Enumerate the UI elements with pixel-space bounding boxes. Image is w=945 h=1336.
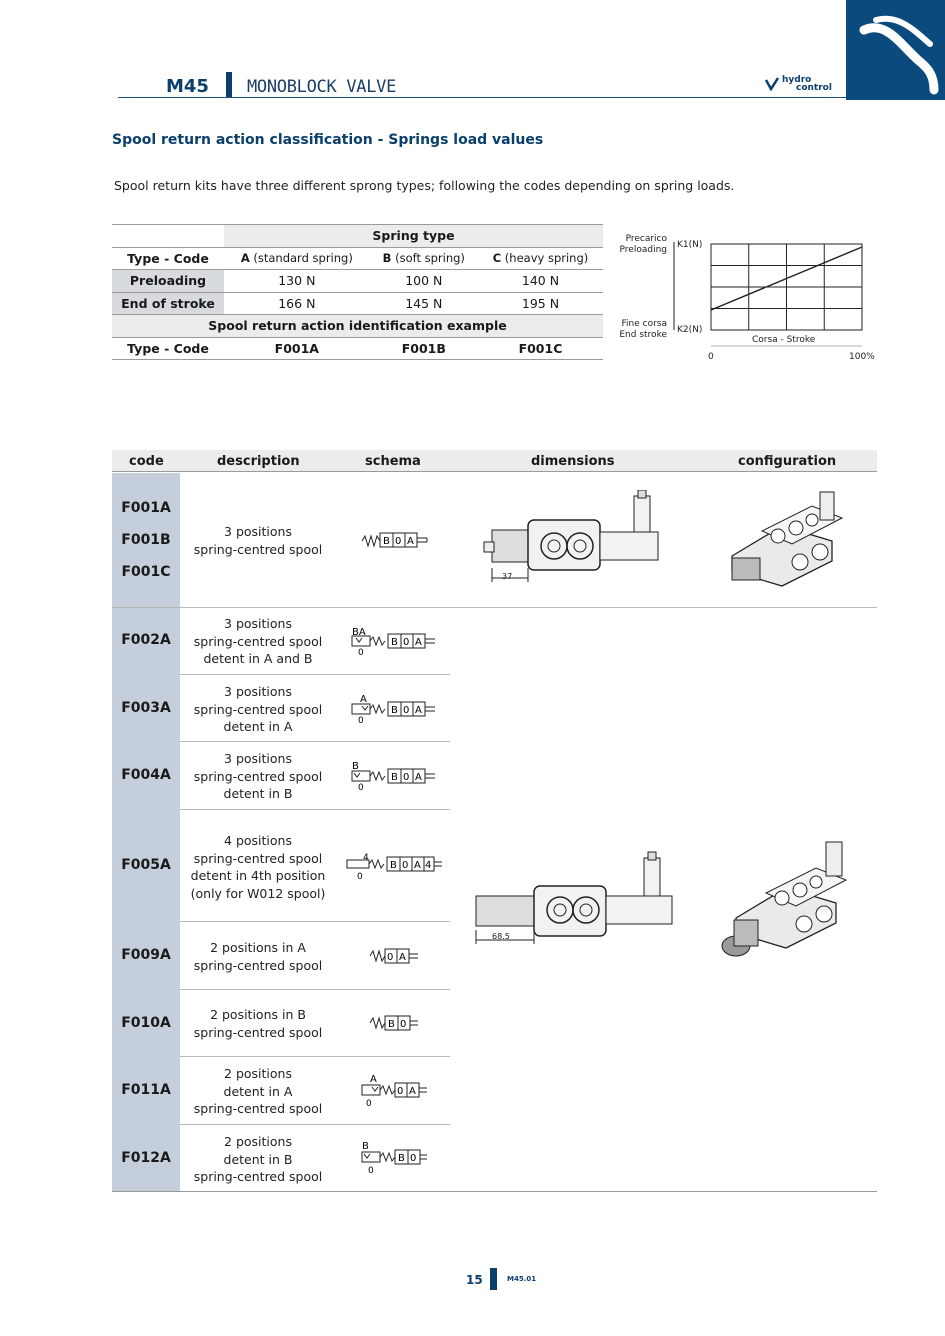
svg-text:BA: BA (352, 627, 366, 638)
svg-text:B: B (390, 860, 397, 871)
row-code-f010a: F010A (121, 1015, 171, 1031)
row-code-f004a: F004A (121, 767, 171, 783)
svg-text:0: 0 (400, 1019, 407, 1030)
chart-preloading: Preloading (619, 245, 667, 255)
row-divider (180, 1124, 450, 1125)
schema-f003a (350, 692, 440, 724)
col-code: code (129, 454, 164, 469)
desc-line: (only for W012 spool) (190, 885, 326, 901)
desc-line: spring-centred spool (193, 633, 323, 649)
col-dimensions: dimensions (531, 454, 615, 469)
page-reference: M45.01 (507, 1275, 537, 1283)
svg-text:0: 0 (403, 772, 410, 783)
example-code-c: F001C (518, 340, 563, 356)
desc-line: 3 positions (224, 616, 292, 631)
row-desc-f005a (182, 832, 334, 902)
svg-text:B: B (388, 1019, 395, 1030)
svg-text:B: B (391, 637, 398, 648)
configuration-drawing-2 (716, 838, 856, 962)
svg-text:0: 0 (403, 705, 410, 716)
header-bar (226, 72, 232, 98)
example-type-code-label: Type - Code (127, 340, 209, 356)
spring-load-chart (612, 230, 882, 365)
spring-type-title: Spring type (224, 225, 603, 248)
svg-text:A: A (415, 637, 422, 648)
svg-text:A: A (415, 772, 422, 783)
row-code-f001c: F001C (121, 564, 171, 580)
end-stroke-b: 145 N (405, 295, 443, 311)
footer-bar (490, 1268, 497, 1290)
row-divider (180, 741, 450, 742)
row-code-f012a: F012A (121, 1150, 171, 1166)
desc-line: 3 positions (224, 751, 292, 766)
type-desc-c: (heavy spring) (504, 251, 589, 266)
schema-f011a (360, 1072, 430, 1108)
desc-line: detent in B (223, 1151, 293, 1167)
table-bottom-rule (112, 1191, 877, 1192)
schema-f005a (345, 850, 445, 882)
chart-k1: K1(N) (677, 240, 703, 250)
row-code-f002a: F002A (121, 632, 171, 648)
svg-text:B: B (398, 1153, 405, 1164)
row-desc-f003a (182, 683, 334, 736)
row-divider (180, 1056, 450, 1057)
type-desc-b: (soft spring) (395, 251, 465, 266)
desc-line: 3 positions (224, 524, 292, 539)
configuration-drawing-1 (722, 486, 852, 592)
desc-line: spring-centred spool (193, 541, 323, 557)
row-divider (180, 809, 450, 810)
svg-text:A: A (370, 1074, 377, 1085)
desc-line: spring-centred spool (193, 1024, 323, 1040)
svg-text:B: B (383, 536, 390, 547)
desc-line: spring-centred spool (193, 701, 323, 717)
spring-type-table (112, 224, 603, 360)
desc-line: 2 positions (224, 1066, 292, 1081)
chart-x-start: 0 (708, 352, 714, 362)
logo-check-icon (765, 77, 779, 91)
example-title: Spool return action identification example (112, 315, 603, 338)
chart-x-end: 100% (849, 352, 875, 362)
chart-end-stroke: End stroke (619, 330, 667, 340)
svg-text:A: A (399, 952, 406, 963)
chart-fine-corsa: Fine corsa (621, 319, 667, 329)
svg-text:0: 0 (410, 1153, 417, 1164)
schema-f001 (360, 531, 430, 549)
desc-line: detent in 4th position (190, 868, 326, 883)
col-schema: schema (365, 454, 421, 469)
svg-text:A: A (409, 1086, 416, 1097)
type-letter-c: C (492, 251, 502, 266)
row-desc-f001 (182, 523, 334, 558)
svg-text:A: A (407, 536, 414, 547)
svg-text:B: B (362, 1141, 369, 1152)
col-configuration: configuration (738, 454, 837, 469)
main-table-header (112, 450, 877, 472)
chart-grid (612, 230, 882, 365)
desc-line: 3 positions (224, 684, 292, 699)
end-stroke-c: 195 N (521, 295, 560, 311)
svg-text:0: 0 (357, 872, 363, 882)
end-stroke-label: End of stroke (112, 292, 224, 315)
type-letter-a: A (240, 251, 250, 266)
preloading-a: 130 N (278, 273, 316, 289)
row-code-f005a: F005A (121, 857, 171, 873)
schema-f009a (368, 946, 428, 966)
svg-text:0: 0 (402, 860, 409, 871)
row-code-f003a: F003A (121, 700, 171, 716)
brand-logo-block (846, 0, 945, 100)
dim-68-5: 68.5 (492, 932, 510, 941)
desc-line: 4 positions (224, 833, 292, 848)
preloading-b: 100 N (405, 273, 443, 289)
desc-line: spring-centred spool (193, 1101, 323, 1116)
page-number: 15 (466, 1273, 483, 1287)
row-divider (180, 989, 450, 990)
schema-f004a (350, 759, 440, 791)
desc-line: detent in B (223, 786, 293, 801)
desc-line: spring-centred spool (193, 957, 323, 973)
row-desc-f011a (182, 1065, 334, 1118)
logo-line-1: hydro (782, 75, 812, 85)
row-code-f009a: F009A (121, 947, 171, 963)
example-code-b: F001B (401, 340, 446, 356)
desc-line: 2 positions in A (210, 940, 306, 955)
desc-line: 2 positions in B (210, 1007, 306, 1022)
desc-line: detent in A (223, 719, 293, 734)
logo-line-2: control (796, 83, 832, 93)
row-divider (112, 607, 877, 608)
svg-text:A: A (360, 694, 367, 705)
svg-text:B: B (391, 705, 398, 716)
svg-text:B: B (352, 761, 359, 772)
svg-text:0: 0 (366, 1099, 372, 1108)
col-description: description (217, 454, 300, 469)
model-code: M45 (166, 76, 209, 97)
svg-text:0: 0 (395, 536, 402, 547)
hydrocontrol-logo (765, 76, 832, 92)
preloading-c: 140 N (521, 273, 560, 289)
svg-text:A: A (414, 860, 421, 871)
type-code-label: Type - Code (127, 250, 209, 266)
row-code-f011a: F011A (121, 1082, 171, 1098)
svg-text:0: 0 (358, 783, 364, 791)
row-divider (180, 674, 450, 675)
desc-line: 2 positions (224, 1134, 292, 1149)
wave-logo-icon (846, 0, 945, 100)
chart-precarico: Precarico (625, 234, 667, 244)
svg-text:4: 4 (425, 860, 432, 871)
row-desc-f004a (182, 750, 334, 803)
header-rule (118, 97, 846, 98)
chart-k2: K2(N) (677, 325, 703, 335)
schema-f002a (350, 624, 440, 656)
svg-text:0: 0 (368, 1166, 374, 1175)
svg-text:0: 0 (403, 637, 410, 648)
svg-text:0: 0 (397, 1086, 404, 1097)
schema-f012a (360, 1139, 430, 1175)
dim-37: 37 (502, 572, 513, 581)
desc-line: spring-centred spool (193, 1169, 323, 1184)
row-code-f001b: F001B (121, 532, 171, 548)
preloading-label: Preloading (112, 270, 224, 293)
end-stroke-a: 166 N (278, 295, 316, 311)
desc-line: detent in A and B (203, 651, 313, 666)
intro-text: Spool return kits have three different sprong types; following the codes depending on spring loads. (114, 178, 735, 193)
type-desc-a: (standard spring) (253, 251, 353, 266)
svg-text:B: B (391, 772, 398, 783)
row-desc-f010a (182, 1006, 334, 1041)
row-divider (180, 921, 450, 922)
section-title: Spool return action classification - Springs load values (112, 132, 544, 148)
svg-text:0: 0 (358, 716, 364, 724)
svg-text:0: 0 (358, 648, 364, 656)
example-code-a: F001A (274, 340, 319, 356)
row-desc-f012a (182, 1133, 334, 1186)
desc-line: detent in A (223, 1083, 293, 1099)
schema-f010a (368, 1013, 428, 1033)
desc-line: spring-centred spool (193, 768, 323, 784)
svg-text:4: 4 (363, 853, 369, 863)
desc-line: spring-centred spool (193, 850, 323, 866)
type-letter-b: B (382, 251, 392, 266)
svg-text:0: 0 (387, 952, 394, 963)
row-desc-f009a (182, 939, 334, 974)
row-code-f001a: F001A (121, 500, 171, 516)
chart-xlabel: Corsa - Stroke (752, 335, 816, 345)
row-desc-f002a (182, 615, 334, 668)
svg-text:A: A (415, 705, 422, 716)
page-title: MONOBLOCK VALVE (247, 77, 397, 97)
